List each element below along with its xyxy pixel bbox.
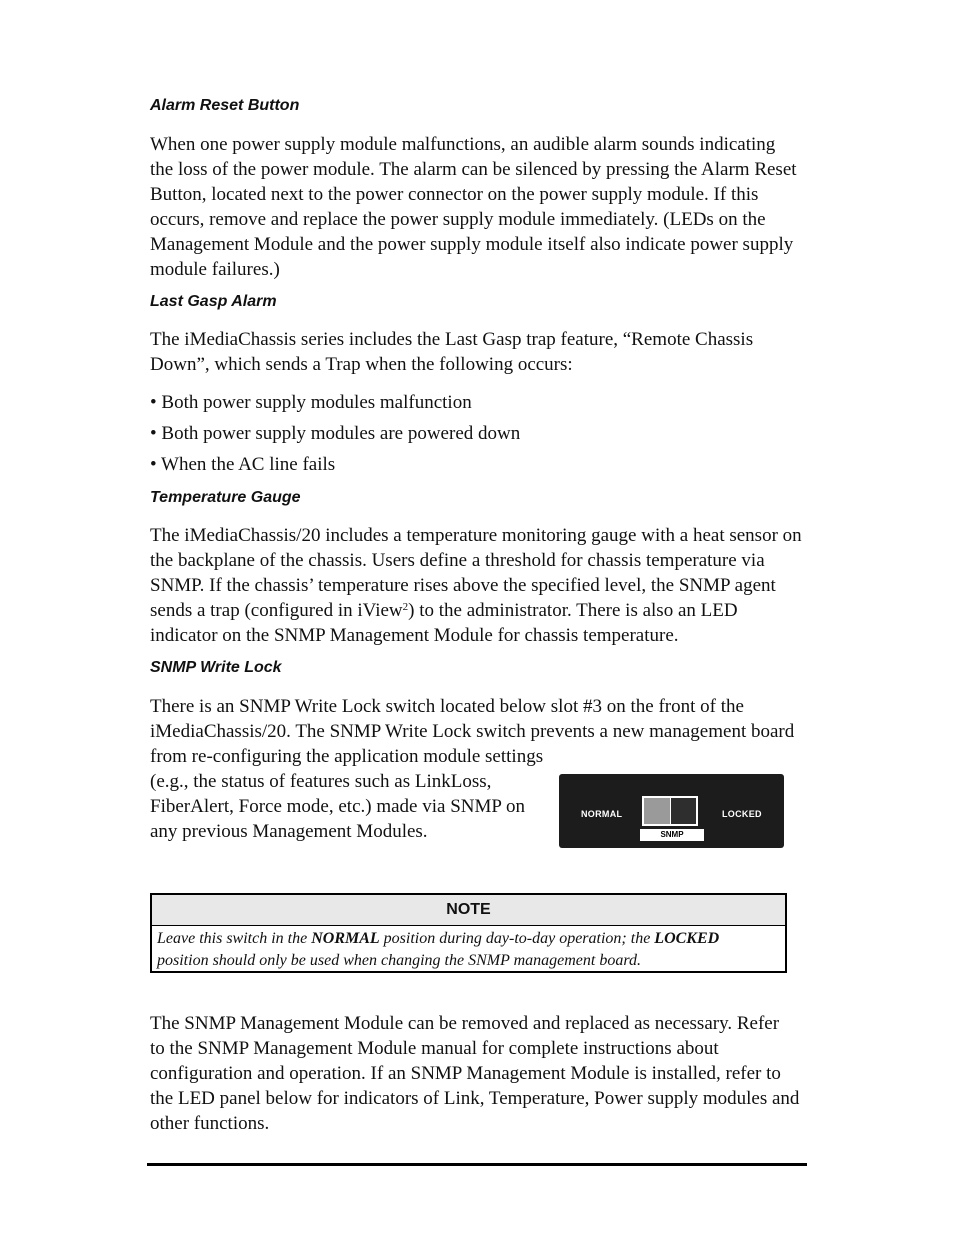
- text-line: the LED panel below for indicators of Link, Temperature, Power supply modules and: [150, 1088, 800, 1109]
- text-line: Button, located next to the power connector on the power supply module. If this: [150, 184, 759, 205]
- emphasis-locked: LOCKED: [654, 930, 720, 947]
- paragraph-last-gasp: [150, 327, 806, 377]
- text-line: position should only be used when changing the SNMP management board.: [157, 952, 641, 969]
- note-title: NOTE: [152, 895, 785, 926]
- text-line: The SNMP Management Module can be removed and replaced as necessary. Refer: [150, 1013, 780, 1034]
- paragraph-closing: [150, 1011, 806, 1136]
- text-segment: sends a trap (configured in iView: [150, 600, 403, 621]
- paragraph-alarm-reset: [150, 132, 806, 282]
- text-line: (e.g., the status of features such as LinkLoss,: [150, 771, 492, 792]
- text-line: the loss of the power module. The alarm can be silenced by pressing the Alarm Reset: [150, 159, 797, 180]
- superscript: 2: [402, 601, 409, 613]
- text-line: indicator on the SNMP Management Module for chassis temperature.: [150, 625, 679, 646]
- text-line: any previous Management Modules.: [150, 821, 428, 842]
- heading-snmp-write-lock: SNMP Write Lock: [150, 659, 282, 676]
- emphasis-normal: NORMAL: [311, 930, 380, 947]
- text-line: [150, 598, 806, 623]
- switch-snmp-tag: SNMP: [640, 829, 704, 841]
- text-line: from re-configuring the application module settings: [150, 746, 544, 767]
- note-body: [152, 926, 785, 972]
- text-line: module failures.): [150, 259, 280, 280]
- text-line: other functions.: [150, 1113, 270, 1134]
- text-line: SNMP. If the chassis’ temperature rises above the specified level, the SNMP agent: [150, 575, 776, 596]
- text-line: The iMediaChassis series includes the Last Gasp trap feature, “Remote Chassis: [150, 329, 754, 350]
- text-segment: position during day-to-day operation; the: [379, 930, 655, 947]
- list-item: • When the AC line fails: [150, 454, 336, 475]
- toggle-switch-icon: [642, 796, 698, 826]
- text-line: FiberAlert, Force mode, etc.) made via SNMP on: [150, 796, 525, 817]
- text-line: Management Module and the power supply module itself also indicate power supply: [150, 234, 794, 255]
- text-line: the backplane of the chassis. Users define a threshold for chassis temperature via: [150, 550, 765, 571]
- switch-knob: [644, 798, 670, 824]
- text-line: There is an SNMP Write Lock switch located below slot #3 on the front of the: [150, 696, 744, 717]
- text-line: When one power supply module malfunctions, an audible alarm sounds indicating: [150, 134, 776, 155]
- text-line: configuration and operation. If an SNMP Management Module is installed, refer to: [150, 1063, 781, 1084]
- heading-last-gasp: Last Gasp Alarm: [150, 293, 277, 310]
- text-line: [157, 928, 780, 950]
- text-segment: Leave this switch in the: [157, 930, 312, 947]
- text-line: The iMediaChassis/20 includes a temperature monitoring gauge with a heat sensor on: [150, 525, 802, 546]
- footer-rule: [147, 1163, 807, 1166]
- switch-normal-label: NORMAL: [581, 809, 623, 819]
- heading-temperature-gauge: Temperature Gauge: [150, 489, 301, 506]
- text-line: Down”, which sends a Trap when the following occurs:: [150, 354, 573, 375]
- heading-alarm-reset: Alarm Reset Button: [150, 97, 300, 114]
- switch-slot: [671, 798, 696, 824]
- text-line: to the SNMP Management Module manual for complete instructions about: [150, 1038, 719, 1059]
- text-segment: ) to the administrator. There is also an LED: [408, 600, 738, 621]
- list-item: • Both power supply modules are powered down: [150, 423, 521, 444]
- note-box: [150, 893, 787, 973]
- text-line: occurs, remove and replace the power supply module immediately. (LEDs on the: [150, 209, 766, 230]
- snmp-write-lock-switch-figure: [559, 774, 784, 848]
- list-item: • Both power supply modules malfunction: [150, 392, 472, 413]
- text-line: iMediaChassis/20. The SNMP Write Lock switch prevents a new management board: [150, 721, 795, 742]
- switch-locked-label: LOCKED: [722, 809, 762, 819]
- paragraph-temperature: [150, 523, 806, 648]
